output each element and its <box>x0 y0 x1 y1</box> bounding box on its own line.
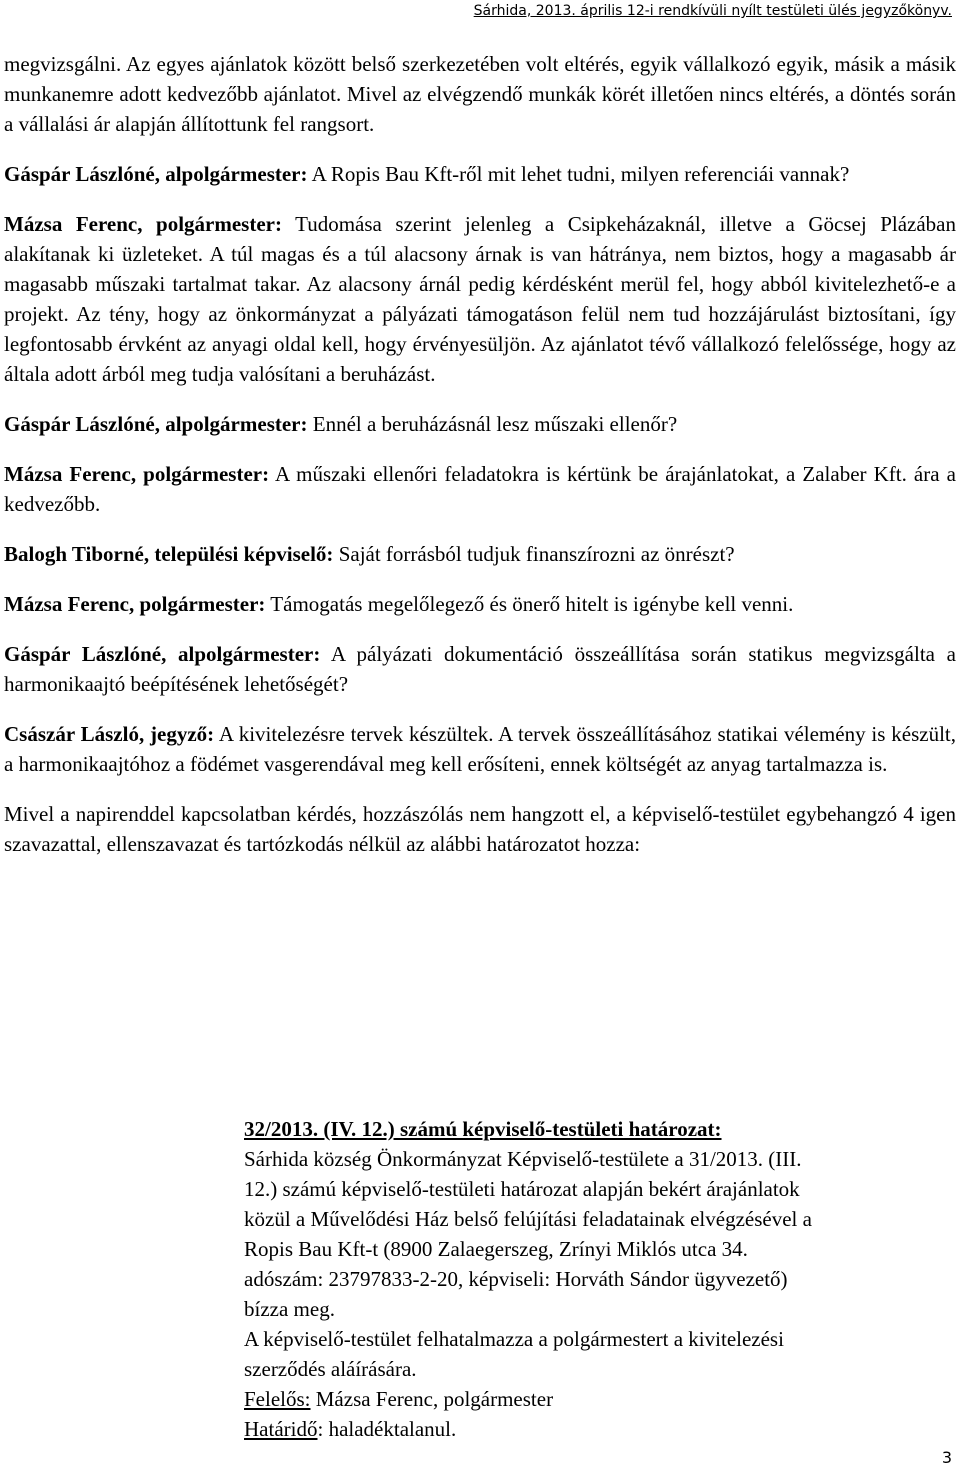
resolution-line: adószám: 23797833-2-20, képviseli: Horváth Sándor ügyvezető) <box>244 1267 788 1291</box>
paragraph-text: Saját forrásból tudjuk finanszírozni az önrészt? <box>333 542 735 566</box>
speaker-name: Császár László, jegyző: <box>4 722 215 746</box>
resolution-line: A képviselő-testület felhatalmazza a polgármestert a kivitelezési <box>244 1327 784 1351</box>
paragraph <box>4 799 956 859</box>
paragraph-text: A műszaki ellenőri feladatokra is kértünk be árajánlatokat, a Zalaber Kft. ára a kedvezőbb. <box>4 462 956 516</box>
responsible-value: Mázsa Ferenc, polgármester <box>310 1387 554 1411</box>
resolution-line: bízza meg. <box>244 1297 335 1321</box>
resolution-line: közül a Művelődési Ház belső felújítási feladatainak elvégzésével a <box>244 1207 812 1231</box>
page-number: 3 <box>941 1448 952 1467</box>
paragraph-text: Mivel a napirenddel kapcsolatban kérdés, hozzászólás nem hangzott el, a képviselő-testület egybehangzó 4 igen szavazattal, ellenszavazat és tartózkodás nélkül az alábbi határozatot hozza: <box>4 802 956 856</box>
deadline-value: : haladéktalanul. <box>317 1417 457 1441</box>
speaker-name: Gáspár Lászlóné, alpolgármester: <box>4 642 321 666</box>
paragraph <box>4 409 956 439</box>
resolution-line: Sárhida község Önkormányzat Képviselő-testülete a 31/2013. (III. <box>244 1147 802 1171</box>
paragraph-text: Támogatás megelőlegező és önerő hitelt is igénybe kell venni. <box>265 592 794 616</box>
minutes-body <box>4 49 956 879</box>
speaker-name: Gáspár Lászlóné, alpolgármester: <box>4 162 308 186</box>
paragraph-text: megvizsgálni. Az egyes ajánlatok között belső szerkezetében volt eltérés, egyik vállalkozó egyik, másik a másik munkanemre adott kedvezőbb ajánlatot. Mivel az elvégzendő munkák körét illetően nincs eltérés, a döntés során a vállalási ár alapján állítottunk fel rangsort. <box>4 52 956 136</box>
paragraph-text: A Ropis Bau Kft-ről mit lehet tudni, milyen referenciái vannak? <box>307 162 850 186</box>
resolution-title: 32/2013. (IV. 12.) számú képviselő-testületi határozat: <box>244 1117 722 1141</box>
deadline-label: Határidő <box>244 1417 318 1441</box>
paragraph <box>4 639 956 699</box>
resolution-line: 12.) számú képviselő-testületi határozat alapján bekért árajánlatok <box>244 1177 800 1201</box>
responsible-label: Felelős: <box>244 1387 311 1411</box>
paragraph <box>4 49 956 139</box>
speaker-name: Mázsa Ferenc, polgármester: <box>4 462 270 486</box>
page-header: Sárhida, 2013. április 12-i rendkívüli nyílt testületi ülés jegyzőkönyv. <box>473 3 952 19</box>
paragraph <box>4 589 956 619</box>
paragraph <box>4 719 956 779</box>
resolution-line: szerződés aláírására. <box>244 1357 417 1381</box>
speaker-name: Mázsa Ferenc, polgármester: <box>4 212 282 236</box>
speaker-name: Balogh Tiborné, települési képviselő: <box>4 542 334 566</box>
paragraph-text: A kivitelezésre tervek készültek. A tervek összeállításához statikai vélemény is készült, a harmonikaajtóhoz a födémet vasgerendával meg kell erősíteni, ennek költségét az anyag tartalmazza is. <box>4 722 956 776</box>
paragraph <box>4 209 956 389</box>
paragraph <box>4 459 956 519</box>
paragraph-text: Tudomása szerint jelenleg a Csipkeházaknál, illetve a Göcsej Plázában alakítanak ki üzleteket. A túl magas és a túl alacsony árnak is van hátránya, nem biztos, hogy a magasabb ár magasabb műszaki tartalmat takar. Az alacsony árnál pedig kérdésként merül fel, hogy abból kivitelezhető-e a projekt. Az tény, hogy az önkormányzat a pályázati támogatáson felül nem tud hozzájárulást biztosítani, így legfontosabb érvként az anyagi oldal kell, hogy érvényesüljön. Az ajánlatot tévő vállalkozó felelőssége, hogy az általa adott árból meg tudja valósítani a beruházást. <box>4 212 956 386</box>
speaker-name: Gáspár Lászlóné, alpolgármester: <box>4 412 308 436</box>
resolution-block <box>244 1114 956 1444</box>
paragraph <box>4 159 956 189</box>
paragraph-text: A pályázati dokumentáció összeállítása során statikus megvizsgálta a harmonikaajtó beépítésének lehetőségét? <box>4 642 956 696</box>
paragraph-text: Ennél a beruházásnál lesz műszaki ellenőr? <box>307 412 678 436</box>
paragraph <box>4 539 956 569</box>
speaker-name: Mázsa Ferenc, polgármester: <box>4 592 266 616</box>
resolution-line: Ropis Bau Kft-t (8900 Zalaegerszeg, Zrínyi Miklós utca 34. <box>244 1237 748 1261</box>
resolution-deadline <box>244 1414 956 1444</box>
resolution-responsible <box>244 1384 956 1414</box>
